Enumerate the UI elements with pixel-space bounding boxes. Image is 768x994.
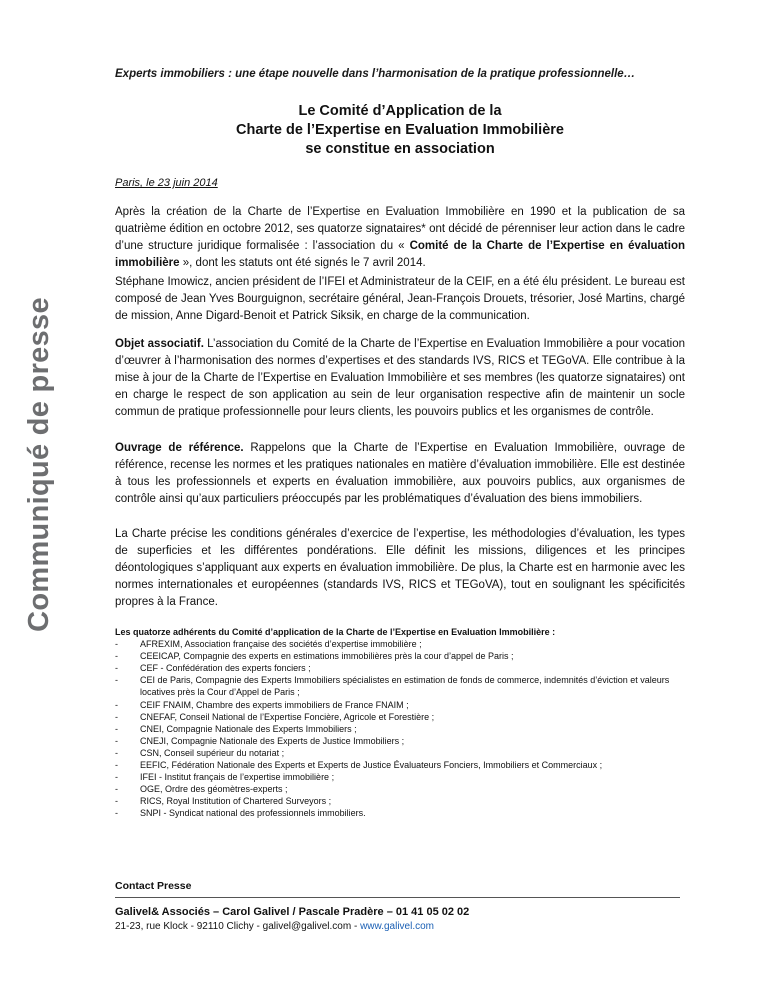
paragraph-intro-before: Après la création de la Charte de l’Expertise en Evaluation Immobilière en 1990 et la publication de sa quatrième édition en octobre 2012, ses quatorze signataires* ont décidé de pérenniser leur action dans le cadre d’une structure juridique formalisée : l’association du «: [115, 206, 685, 252]
list-item: [115, 759, 685, 771]
list-dash: -: [115, 675, 118, 686]
list-dash: -: [115, 663, 118, 674]
contact-address: [115, 921, 685, 932]
list-item: [115, 795, 685, 807]
contact-names: Galivel& Associés – Carol Galivel / Pascale Pradère – 01 41 05 02 02: [115, 906, 470, 918]
list-item: [115, 638, 685, 650]
list-dash: -: [115, 639, 118, 650]
list-dash: -: [115, 735, 118, 746]
list-item: [115, 674, 685, 698]
list-dash: -: [115, 772, 118, 783]
member-text: CNEJI, Compagnie Nationale des Experts de Justice Immobiliers ;: [140, 735, 405, 746]
dateline: Paris, le 23 juin 2014: [115, 177, 218, 189]
list-item: [115, 711, 685, 723]
paragraph-reference-work: [115, 440, 685, 508]
title-line-1: Le Comité d’Application de la: [298, 103, 502, 119]
list-dash: -: [115, 711, 118, 722]
title-line-3: se constitue en association: [305, 141, 495, 157]
title-line-2: Charte de l’Expertise en Evaluation Immobilière: [236, 122, 564, 138]
reference-text: Rappelons que la Charte de l’Expertise en Evaluation Immobilière, ouvrage de référence, recense les normes et les pratiques nationales en matière d’évaluation immobilière. Elle est destinée à tous les professionnels et experts en évaluation immobilière, aux pouvoirs publics, aux organismes de contrôle ainsi qu’aux particuliers préoccupés par les problématiques d’évaluation des biens immobiliers.: [115, 442, 685, 505]
member-text: CEI de Paris, Compagnie des Experts Immobiliers spécialistes en estimation de fonds de commerce, indemnités d’éviction et valeurs locatives près la Cour d’Appel de Paris ;: [140, 675, 670, 698]
list-item: [115, 650, 685, 662]
contact-title: Contact Presse: [115, 880, 192, 892]
member-text: CSN, Conseil supérieur du notariat ;: [140, 747, 285, 758]
paragraph-board: Stéphane Imowicz, ancien président de l’IFEI et Administrateur de la CEIF, en a été élu président. Le bureau est composé de Jean Yves Bourguignon, secrétaire général, Jean-François Drouets, trésorier, José Martins, chargé de mission, Anne Digard-Benoit et Patrick Siksik, en charge de la communication.: [115, 276, 685, 322]
members-title: Les quatorze adhérents du Comité d’application de la Charte de l’Expertise en Evaluation Immobilière :: [115, 627, 556, 637]
member-text: CNEFAF, Conseil National de l’Expertise Foncière, Agricole et Forestière ;: [140, 711, 435, 722]
member-text: SNPI - Syndicat national des professionnels immobiliers.: [140, 808, 366, 819]
list-item: [115, 807, 685, 819]
member-text: CNEI, Compagnie Nationale des Experts Immobiliers ;: [140, 723, 357, 734]
member-text: CEIF FNAIM, Chambre des experts immobiliers de France FNAIM ;: [140, 699, 409, 710]
paragraph-intro-after: », dont les statuts ont été signés le 7 avril 2014.: [179, 257, 426, 269]
list-dash: -: [115, 784, 118, 795]
paragraph-intro: [115, 204, 685, 272]
list-dash: -: [115, 760, 118, 771]
reference-heading: Ouvrage de référence.: [115, 442, 244, 454]
contact-address-text: 21-23, rue Klock - 92110 Clichy - galivel@galivel.com -: [115, 921, 361, 932]
list-item: [115, 662, 685, 674]
header-tagline: Experts immobiliers : une étape nouvelle dans l’harmonisation de la pratique professionnelle…: [115, 68, 636, 80]
contact-divider: [115, 897, 680, 898]
member-text: CEF - Confédération des experts fonciers ;: [140, 663, 311, 674]
member-text: RICS, Royal Institution of Chartered Surveyors ;: [140, 796, 332, 807]
member-text: IFEI - Institut français de l’expertise immobilière ;: [140, 772, 335, 783]
list-item: [115, 783, 685, 795]
paragraph-charter-details: La Charte précise les conditions générales d’exercice de l’expertise, les méthodologies d’évaluation, les types de superficies et les différentes pondérations. Elle définit les missions, diligences et les principes déontologiques s’appliquant aux experts en évaluation immobilière. De plus, la Charte est en harmonie avec les normes internationales et européennes (standards IVS, RICS et TEGoVA), tout en soulignant les spécificités propres à la France.: [115, 528, 685, 608]
member-text: EEFIC, Fédération Nationale des Experts et Experts de Justice Évaluateurs Fonciers, Immobiliers et Commerciaux ;: [140, 760, 603, 771]
list-dash: -: [115, 651, 118, 662]
list-dash: -: [115, 699, 118, 710]
list-dash: -: [115, 747, 118, 758]
association-name: Comité de la Charte de l’Expertise en évaluation immobilière: [115, 240, 686, 269]
document-title: [115, 102, 685, 159]
paragraph-purpose: [115, 336, 685, 421]
member-text: CEEICAP, Compagnie des experts en estimations immobilières près la cour d’appel de Paris ;: [140, 651, 514, 662]
list-item: [115, 723, 685, 735]
list-dash: -: [115, 796, 118, 807]
website-link[interactable]: www.galivel.com: [360, 921, 434, 932]
press-release-vertical-label: Communiqué de presse: [22, 296, 55, 632]
members-list: [115, 638, 685, 819]
list-item: [115, 771, 685, 783]
member-text: AFREXIM, Association française des sociétés d’expertise immobilière ;: [140, 639, 422, 650]
list-dash: -: [115, 808, 118, 819]
purpose-text: L’association du Comité de la Charte de l’Expertise en Evaluation Immobilière a pour vocation d’œuvrer à l’harmonisation des normes d’expertises et des standards IVS, RICS et TEGoVA. Elle contribue à la mise à jour de la Charte de l’Expertise en Evaluation Immobilière et ses membres (les quatorze signataires) ont en charge le respect de son application au sein de leur organisation respective afin de maintenir un socle commun de pratique professionnelle pour leurs clients, les pouvoirs publics et les organismes de contrôle.: [115, 338, 685, 418]
purpose-heading: Objet associatif.: [115, 338, 204, 350]
list-item: [115, 699, 685, 711]
members-section: [115, 626, 685, 820]
press-contact: [115, 880, 685, 932]
list-dash: -: [115, 723, 118, 734]
list-item: [115, 747, 685, 759]
list-item: [115, 735, 685, 747]
member-text: OGE, Ordre des géomètres-experts ;: [140, 784, 288, 795]
